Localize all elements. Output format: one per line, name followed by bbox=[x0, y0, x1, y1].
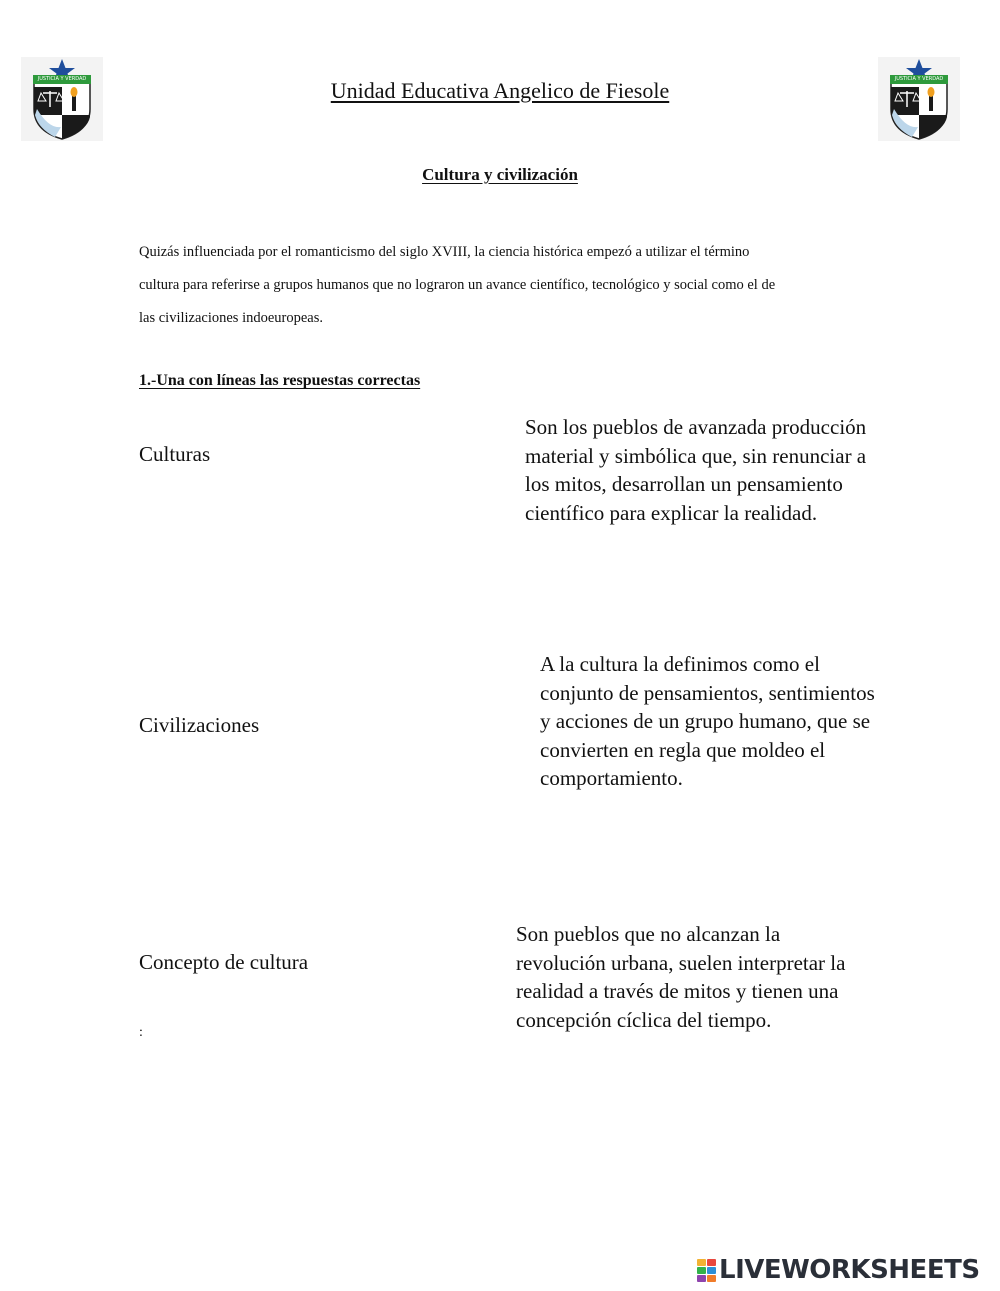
match-term-culturas[interactable]: Culturas bbox=[139, 442, 211, 466]
match-definition-1[interactable] bbox=[525, 413, 866, 527]
definition-line: concepción cíclica del tiempo. bbox=[516, 1007, 772, 1032]
definition-line: comportamiento. bbox=[540, 766, 683, 790]
worksheet-title: Cultura y civilización bbox=[422, 165, 578, 184]
intro-line: cultura para referirse a grupos humanos que no lograron un avance científico, tecnológico y social como el de bbox=[139, 277, 776, 293]
definition-line: material y simbólica que, sin renunciar a bbox=[525, 443, 867, 468]
brand-block bbox=[697, 1259, 706, 1266]
brand-block bbox=[707, 1259, 716, 1266]
match-term-concepto-de-cultura[interactable]: Concepto de cultura bbox=[139, 950, 309, 974]
crest-motto: JUSTICIA Y VERDAD bbox=[37, 76, 87, 82]
match-definition-3[interactable] bbox=[516, 920, 845, 1034]
definition-line: A la cultura la definimos como el bbox=[540, 652, 820, 676]
intro-line: las civilizaciones indoeuropeas. bbox=[139, 310, 324, 326]
exercise-instruction: 1.-Una con líneas las respuestas correctas bbox=[139, 372, 421, 389]
brand-logo-icon bbox=[697, 1259, 716, 1282]
definition-line: científico para explicar la realidad. bbox=[525, 500, 818, 525]
definition-line: y acciones de un grupo humano, que se bbox=[540, 709, 871, 733]
brand-block bbox=[707, 1275, 716, 1282]
crest-motto: JUSTICIA Y VERDAD bbox=[894, 76, 944, 82]
brand-block bbox=[697, 1275, 706, 1282]
definition-line: convierten en regla que moldeo el bbox=[540, 737, 826, 762]
definition-line: Son los pueblos de avanzada producción bbox=[525, 415, 867, 439]
match-definition-2[interactable] bbox=[540, 650, 875, 793]
intro-paragraph bbox=[139, 236, 879, 335]
definition-line: los mitos, desarrollan un pensamiento bbox=[525, 472, 843, 496]
brand-block bbox=[697, 1267, 706, 1274]
definition-line: conjunto de pensamientos, sentimientos bbox=[540, 680, 875, 705]
definition-line: revolución urbana, suelen interpretar la bbox=[516, 950, 846, 975]
brand-block bbox=[707, 1267, 716, 1274]
match-term-civilizaciones[interactable]: Civilizaciones bbox=[139, 713, 260, 737]
definition-line: Son pueblos que no alcanzan la bbox=[516, 922, 781, 946]
intro-line: Quizás influenciada por el romanticismo del siglo XVIII, la ciencia histórica empezó a utilizar el término bbox=[139, 244, 750, 260]
brand-wordmark: LIVEWORKSHEETS bbox=[719, 1255, 980, 1285]
school-name: Unidad Educativa Angelico de Fiesole bbox=[330, 78, 670, 103]
stray-colon: : bbox=[139, 1025, 143, 1040]
liveworksheets-brand[interactable] bbox=[697, 1255, 980, 1285]
definition-line: realidad a través de mitos y tienen una bbox=[516, 979, 839, 1003]
